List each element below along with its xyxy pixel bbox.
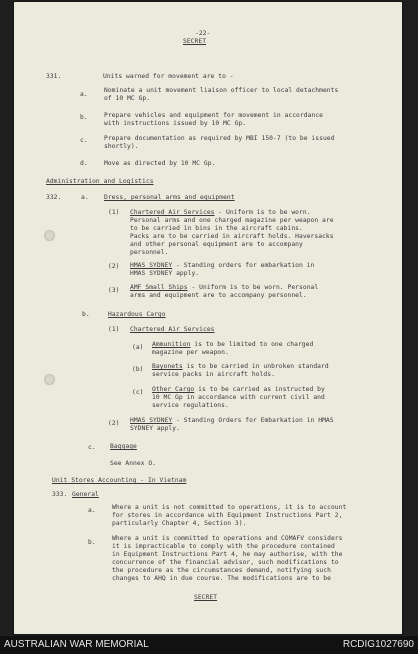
para-332-a1-line3: to be carried in bins in the aircraft cabins. [130, 225, 303, 232]
para-332-b2-line2: SYDNEY apply. [130, 425, 180, 432]
para-332-b1-label: (1) [108, 326, 120, 333]
para-333-b-line2: it is impracticable to comply with the procedure contained [112, 543, 335, 550]
para-332-a2-line2: HMAS SYDNEY apply. [130, 270, 200, 277]
para-332-a1-line2: Personal arms and one charged magazine per weapon are [130, 217, 334, 224]
archive-reference: RCDIG1027690 [342, 639, 414, 650]
para-331-b-line2: with instructions issued by 10 MC Gp. [104, 120, 247, 127]
para-331-b-line1: Prepare vehicles and equipment for movement in accordance [104, 112, 323, 119]
para-333-b-line6: changes to AHQ in due course. The modifications are to be [112, 575, 331, 582]
para-332-number: 332. [46, 194, 62, 201]
para-331-a-line1: Nominate a unit movement liaison officer to local detachments [104, 87, 339, 94]
para-331-d-label: d. [80, 160, 88, 167]
para-331-a-label: a. [80, 91, 88, 98]
para-333-b-line5: the procedure as the circumstances demand, notifying such [112, 567, 331, 574]
para-332-bc-line1: Other Cargo is to be carried as instructed by [152, 386, 325, 393]
para-332-ba-line1: Ammunition is to be limited to one charged [152, 341, 314, 348]
para-331-intro: Units warned for movement are to - [103, 73, 234, 80]
para-332-bc-line2: 10 MC Gp in accordance with current civil and [152, 394, 325, 401]
para-331-a-line2: of 10 MC Gp. [104, 95, 151, 102]
para-331-c-line2: shortly). [104, 143, 139, 150]
para-332-ba-line2: magazine per weapon. [152, 349, 229, 356]
para-331-c-label: c. [80, 137, 88, 144]
para-332-a1-label: (1) [108, 209, 120, 216]
page-number: -22- [195, 30, 211, 37]
para-331-number: 331. [46, 73, 62, 80]
para-332-c-label: c. [88, 444, 96, 451]
punch-hole [44, 230, 55, 241]
classification-top: SECRET [183, 38, 207, 45]
para-332-bb-label: (b) [132, 366, 144, 373]
para-331-b-label: b. [80, 114, 88, 121]
para-332-a3-line1: AMF Small Ships - Uniform is to be worn. Personal [130, 284, 319, 291]
para-333-a-line2: for stores in accordance with Equipment Instructions Part 2, [112, 512, 343, 519]
para-332-b1-heading: Chartered Air Services [130, 326, 215, 333]
admin-logistics-heading: Administration and Logistics [46, 178, 154, 185]
para-332-a3-label: (3) [108, 287, 120, 294]
para-332-a1-line4: Packs are to be carried in aircraft holds. Haversacks [130, 233, 334, 240]
para-332-bb-heading: Bayonets [152, 363, 183, 370]
para-333-b-label: b. [88, 539, 96, 546]
para-332-a3-line2: arms and equipment are to accompany personnel. [130, 292, 307, 299]
para-332-ba-heading: Ammunition [152, 341, 191, 348]
para-332-b-heading: Hazardous Cargo [108, 311, 166, 318]
para-331-d-text: Move as directed by 10 MC Gp. [104, 160, 216, 167]
para-332-a3-heading: AMF Small Ships [130, 284, 188, 291]
archive-name: AUSTRALIAN WAR MEMORIAL [4, 639, 149, 650]
para-332-b2-line1: HMAS SYDNEY - Standing Orders for Embarkation in HMAS [130, 417, 334, 424]
para-332-a1-heading: Chartered Air Services [130, 209, 215, 216]
para-332-ba-label: (a) [132, 344, 144, 351]
para-332-a-label: a. [81, 194, 89, 201]
para-332-a2-label: (2) [108, 263, 120, 270]
para-333-a-label: a. [88, 507, 96, 514]
para-332-a2-heading: HMAS SYDNEY [130, 262, 173, 269]
classification-bottom: SECRET [194, 594, 218, 601]
para-332-bc-line3: service regulations. [152, 402, 229, 409]
para-332-a2-line1: HMAS SYDNEY - Standing orders for embarkation in [130, 262, 315, 269]
para-332-bc-heading: Other Cargo [152, 386, 195, 393]
punch-hole [44, 374, 55, 385]
para-332-b-label: b. [82, 311, 90, 318]
para-332-a1-line6: personnel. [130, 249, 169, 256]
para-333-b-line4: concurrence of the financial advisor, such modifications to [112, 559, 339, 566]
para-333-a-line1: Where a unit is not committed to operations, it is to account [112, 504, 347, 511]
para-332-a-heading: Dress, personal arms and equipment [104, 194, 235, 201]
para-333-heading: General [72, 491, 99, 498]
para-333-a-line3: particularly Chapter 4, Section 3). [112, 520, 247, 527]
para-332-a1-line1: Chartered Air Services - Uniform is to be worn. [130, 209, 311, 216]
para-332-b2-heading: HMAS SYDNEY [130, 417, 173, 424]
para-333-b-line3: in Equipment Instructions Part 4, he may authorise, with the [112, 551, 343, 558]
para-332-bb-line2: service packs in aircraft holds. [152, 371, 275, 378]
para-333-b-line1: Where a unit is committed to operations and COMAFV considers [112, 535, 343, 542]
para-332-a1-line5: and other personal equipment are to accompany [130, 241, 303, 248]
para-331-c-line1: Prepare documentation as required by MBI 150-7 (to be issued [104, 135, 335, 142]
para-332-c-text: See Annex O. [110, 460, 157, 467]
para-332-b2-label: (2) [108, 420, 120, 427]
para-332-bc-label: (c) [132, 389, 144, 396]
archive-footer [0, 636, 418, 654]
para-332-bb-line1: Bayonets is to be carried in unbroken standard [152, 363, 329, 370]
para-332-c-heading: Baggage [110, 443, 137, 450]
para-333-number: 333. [52, 491, 68, 498]
unit-stores-heading: Unit Stores Accounting - In Vietnam [52, 477, 187, 484]
